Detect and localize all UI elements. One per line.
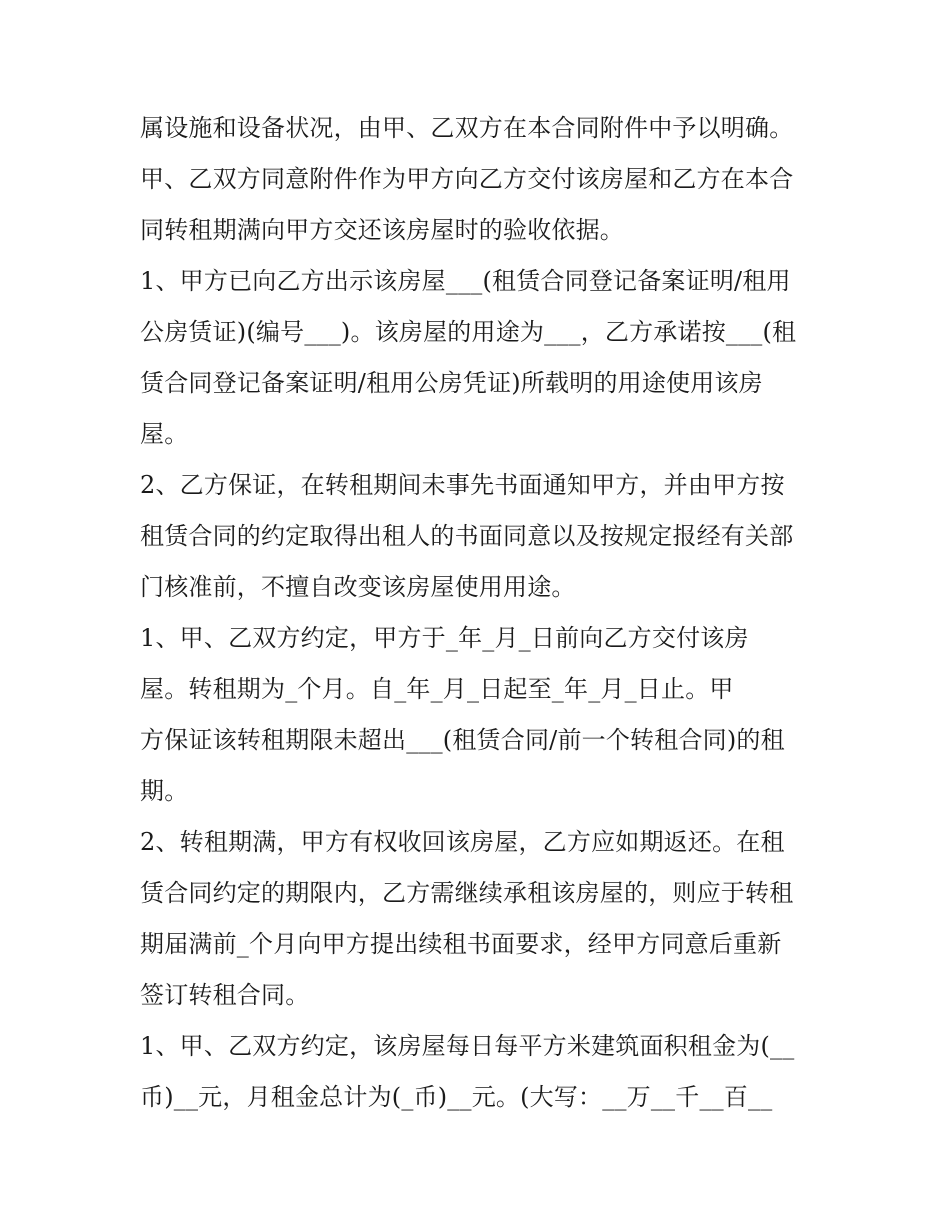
text-line-9: 租赁合同的约定取得出租人的书面同意以及按规定报经有关部 [140,522,794,550]
text-line-5: 公房赁证)(编号___)。该房屋的用途为___，乙方承诺按___(租 [140,318,797,346]
text-line-6: 赁合同登记备案证明/租用公房凭证)所载明的用途使用该房 [140,369,763,397]
text-line-7: 屋。 [140,420,189,448]
text-line-13: 方保证该转租期限未超出___(租赁合同/前一个转租合同)的租 [140,726,785,754]
text-line-14: 期。 [140,777,189,805]
text-line-15: 2、转租期满，甲方有权收回该房屋，乙方应如期返还。在租 [140,828,785,856]
text-line-10: 门核准前，不擅自改变该房屋使用用途。 [140,573,576,601]
text-line-11: 1、甲、乙双方约定，甲方于_年_月_日前向乙方交付该房 [140,624,749,652]
text-line-20: 币)__元，月租金总计为(_币)__元。(大写：__万__千__百__ [140,1083,773,1111]
document-body [140,103,820,1123]
text-line-19: 1、甲、乙双方约定，该房屋每日每平方米建筑面积租金为(__ [140,1032,795,1060]
text-line-17: 期届满前_个月向甲方提出续租书面要求，经甲方同意后重新 [140,930,782,958]
text-line-1: 属设施和设备状况，由甲、乙双方在本合同附件中予以明确。 [140,114,794,142]
text-line-3: 同转租期满向甲方交还该房屋时的验收依据。 [140,216,624,244]
text-line-4: 1、甲方已向乙方出示该房屋___(租赁合同登记备案证明/租用 [140,267,791,295]
text-line-16: 赁合同约定的期限内，乙方需继续承租该房屋的，则应于转租 [140,879,794,907]
text-line-8: 2、乙方保证，在转租期间未事先书面通知甲方，并由甲方按 [140,471,785,499]
text-line-18: 签订转租合同。 [140,981,310,1009]
text-line-12: 屋。转租期为_个月。自_年_月_日起至_年_月_日止。甲 [140,675,734,703]
text-line-2: 甲、乙双方同意附件作为甲方向乙方交付该房屋和乙方在本合 [140,165,794,193]
